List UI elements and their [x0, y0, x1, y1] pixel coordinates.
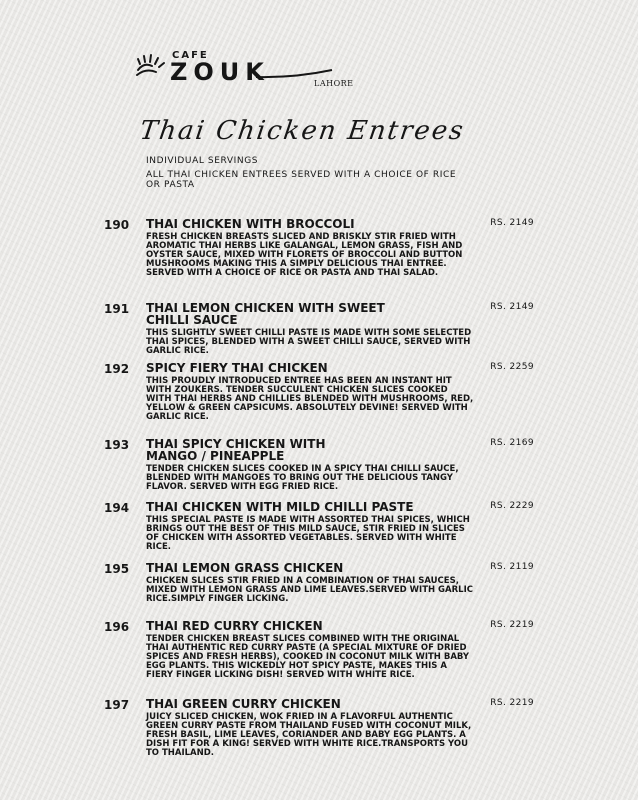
item-description: TENDER CHICKEN SLICES COOKED IN A SPICY THAI CHILLI SAUCE, BLENDED WITH MANGOES TO BRING OUT THE DELICIOUS TANGY FLAVOR. SERVED WITH EGG FRIED RICE. [146, 464, 459, 492]
item-name: THAI LEMON GRASS CHICKEN [146, 561, 344, 575]
item-description: THIS PROUDLY INTRODUCED ENTREE HAS BEEN AN INSTANT HIT WITH ZOUKERS. TENDER SUCCULENT CHICKEN SLICES COOKED WITH THAI HERBS AND CHILLIES BLENDED WITH MUSHROOMS, RED, YELLOW & GREEN CAPSICUMS. ABSOLUTELY DEVINE! SERVED WITH GARLIC RICE. [146, 376, 474, 422]
item-description: THIS SLIGHTLY SWEET CHILLI PASTE IS MADE WITH SOME SELECTED THAI SPICES, BLENDED WITH A SWEET CHILLI SAUCE, SERVED WITH GARLIC RICE. [146, 328, 472, 356]
item-number: 196 [104, 620, 130, 634]
item-number: 191 [104, 302, 130, 316]
item-price: RS. 2219 [490, 698, 534, 708]
item-number: 190 [104, 218, 130, 232]
item-price: RS. 2149 [490, 302, 534, 312]
sun-icon [134, 50, 168, 80]
logo-name-text: ZOUK [170, 58, 270, 86]
item-number: 197 [104, 698, 130, 712]
logo-cafe-text: CAFE [172, 50, 209, 61]
item-name: SPICY FIERY THAI CHICKEN [146, 361, 328, 375]
item-description: JUICY SLICED CHICKEN, WOK FRIED IN A FLAVORFUL AUTHENTIC GREEN CURRY PASTE FROM THAILAND FUSED WITH COCONUT MILK, FRESH BASIL, LIME LEAVES, CORIANDER AND BABY EGG PLANTS. A DISH FIT FOR A KING! SERVED WITH WHITE RICE.TRANSPORTS YOU TO THAILAND. [146, 712, 472, 758]
item-name: THAI LEMON CHICKEN WITH SWEET CHILLI SAUCE [146, 301, 385, 327]
item-name: THAI RED CURRY CHICKEN [146, 619, 323, 633]
item-name: THAI GREEN CURRY CHICKEN [146, 697, 341, 711]
item-price: RS. 2259 [490, 362, 534, 372]
item-description: FRESH CHICKEN BREASTS SLICED AND BRISKLY STIR FRIED WITH AROMATIC THAI HERBS LIKE GALANGAL, LEMON GRASS, FISH AND OYSTER SAUCE, MIXED WITH FLORETS OF BROCCOLI AND BUTTON MUSHROOMS MAKING THIS A SIMPLY DELICIOUS THAI ENTREE. SERVED WITH A CHOICE OF RICE OR PASTA AND THAI SALAD. [146, 232, 463, 278]
item-description: CHICKEN SLICES STIR FRIED IN A COMBINATION OF THAI SAUCES, MIXED WITH LEMON GRASS AND LIME LEAVES.SERVED WITH GARLIC RICE.SIMPLY FINGER LICKING. [146, 576, 473, 604]
item-number: 194 [104, 501, 130, 515]
logo-location-text: LAHORE [314, 79, 354, 88]
section-title: Thai Chicken Entrees [137, 116, 467, 146]
item-price: RS. 2229 [490, 501, 534, 511]
section-intro [146, 156, 466, 190]
item-price: RS. 2119 [490, 562, 534, 572]
item-name: THAI SPICY CHICKEN WITH MANGO / PINEAPPLE [146, 437, 326, 463]
item-description: TENDER CHICKEN BREAST SLICES COMBINED WITH THE ORIGINAL THAI AUTHENTIC RED CURRY PASTE (A SPECIAL MIXTURE OF DRIED SPICES AND FRESH HERBS), COOKED IN COCONUT MILK WITH BABY EGG PLANTS. THIS WICKEDLY HOT SPICY PASTE, MAKES THIS A FIERY FINGER LICKING DISH! SERVED WITH WHITE RICE. [146, 634, 470, 680]
item-name: THAI CHICKEN WITH MILD CHILLI PASTE [146, 500, 414, 514]
item-price: RS. 2149 [490, 218, 534, 228]
item-description: THIS SPECIAL PASTE IS MADE WITH ASSORTED THAI SPICES, WHICH BRINGS OUT THE BEST OF THIS MILD SAUCE, STIR FRIED IN SLICES OF CHICKEN WITH ASSORTED VEGETABLES. SERVED WITH WHITE RICE. [146, 515, 470, 552]
cafe-logo [134, 48, 364, 92]
item-number: 195 [104, 562, 130, 576]
item-number: 192 [104, 362, 130, 376]
item-name: THAI CHICKEN WITH BROCCOLI [146, 217, 355, 231]
logo-swoosh [254, 66, 334, 80]
intro-line: INDIVIDUAL SERVINGS [146, 156, 259, 166]
intro-line: ALL THAI CHICKEN ENTREES SERVED WITH A CHOICE OF RICE OR PASTA [146, 170, 457, 190]
item-price: RS. 2219 [490, 620, 534, 630]
item-number: 193 [104, 438, 130, 452]
item-price: RS. 2169 [490, 438, 534, 448]
